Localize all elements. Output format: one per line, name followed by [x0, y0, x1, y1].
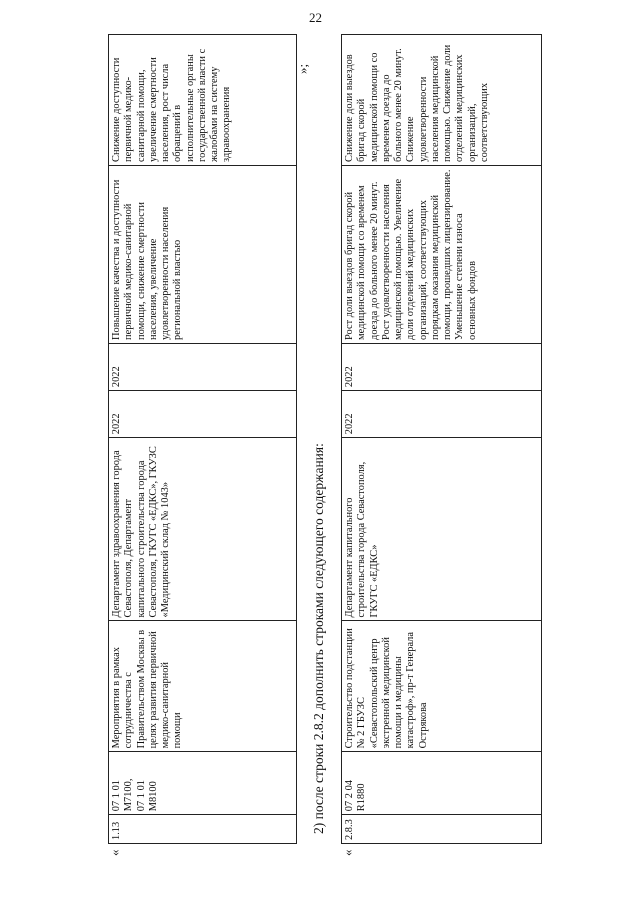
cell-codes: 07 2 04 R1880 [342, 752, 542, 815]
table-row [109, 35, 297, 844]
closing-quote: »; [295, 63, 310, 74]
cell-consequences: Снижение доли выездов бригад скорой медицинской помощи со временем доезда до больного менее 20 минут. Снижение удовлетворенности населения медицинской помощью. Снижение доли отделений медицинских организаций, соответствующих [342, 35, 542, 166]
opening-quote-2: « [340, 849, 355, 856]
table-row [342, 35, 542, 844]
cell-num: 2.8.3 [342, 815, 542, 844]
cell-start-year: 2022 [342, 391, 542, 438]
opening-quote-1: « [107, 849, 122, 856]
cell-name: Строительство подстанции № 2 ГБУЗС «Севастопольский центр экстренной медицинской помощи и медицины катастроф», пр-т Генерала Острякова [342, 621, 542, 752]
cell-num: 1.13 [109, 815, 297, 844]
cell-executor: Департамент здравоохранения города Севастополя, Департамент капитального строительства города Севастополя, ГКУГС «ЕДКС», ГКУЗС «Медицинский склад № 1043» [109, 438, 297, 621]
amendment-intro-text: 2) после строки 2.8.2 дополнить строками следующего содержания: [311, 443, 326, 834]
cell-result: Повышение качества и доступности первичной медико-санитарной помощи, снижение смертности населения, увеличение удовлетворенности населения региональной властью [109, 165, 297, 343]
cell-consequences: Снижение доступности первичной медико-санитарной помощи, увеличение смертности населения, рост числа обращений в исполнительные органы государственной власти с жалобами на систему здравоохранения [109, 35, 297, 166]
table-measure-1-13 [108, 34, 297, 844]
cell-codes: 07 1 01 М7100, 07 1 01 М8100 [109, 752, 297, 815]
cell-start-year: 2022 [109, 391, 297, 438]
table-measure-2-8-3 [341, 34, 542, 844]
rotated-content [96, 46, 551, 856]
cell-end-year: 2022 [109, 343, 297, 390]
page-number: 22 [309, 10, 322, 25]
cell-result: Рост доли выездов бригад скорой медицинской помощи со временем доезда до больного менее 20 минут. Рост удовлетворенности населения медицинской помощью. Увеличение доли отделений медицинских организаций, соответствующих порядкам оказания медицинской помощи, прошедших лицензирование. Уменьшение степени износа основных фондов [342, 165, 542, 343]
cell-executor: Департамент капитального строительства города Севастополя, ГКУГС «ЕДКС» [342, 438, 542, 621]
cell-name: Мероприятия в рамках сотрудничества с Правительством Москвы в целях развития первичной медико-санитарной помощи [109, 621, 297, 752]
cell-end-year: 2022 [342, 343, 542, 390]
